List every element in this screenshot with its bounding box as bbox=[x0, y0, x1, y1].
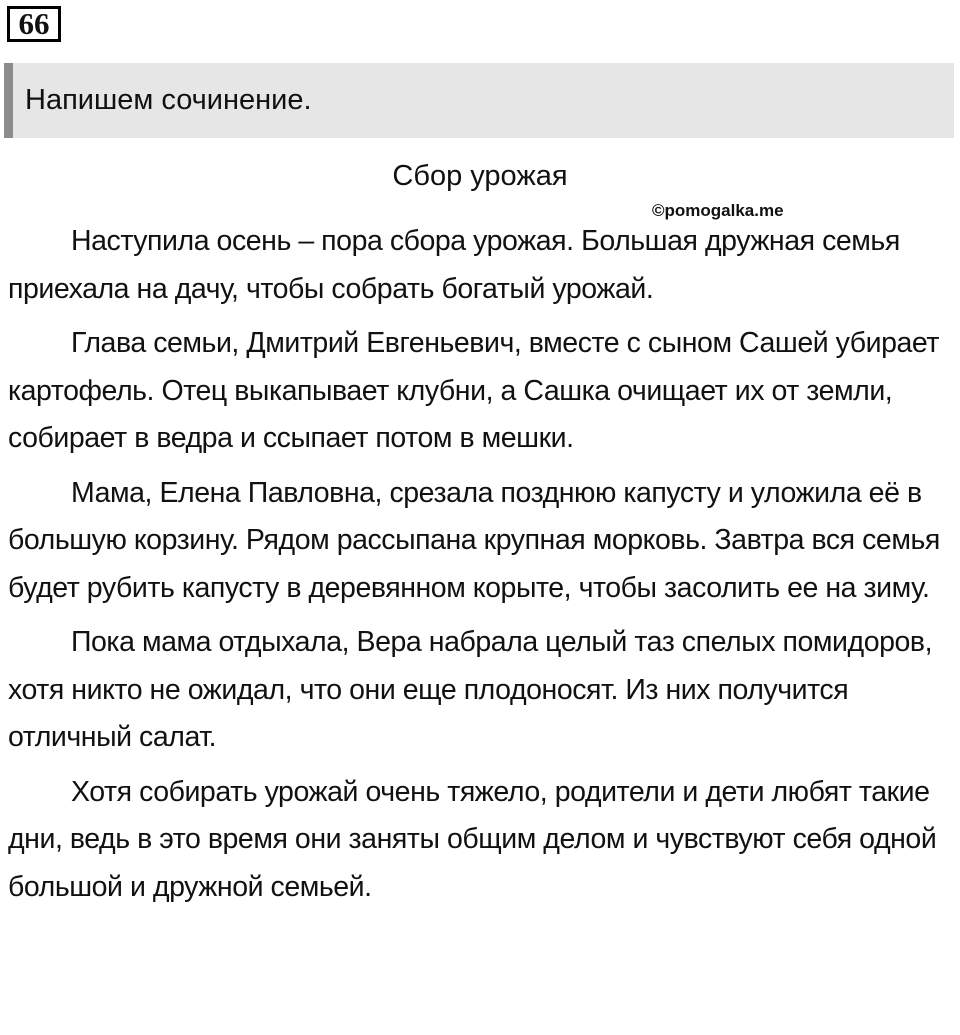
essay-paragraph: Хотя собирать урожай очень тяжело, родители и дети любят такие дни, ведь в это время они заняты общим делом и чувствуют себя одной большой и дружной семьей. bbox=[8, 775, 937, 903]
instruction-text: Напишем сочинение. bbox=[25, 84, 312, 116]
instruction-bar bbox=[4, 63, 954, 138]
task-number-badge: 66 bbox=[7, 6, 61, 42]
essay-paragraph: Наступила осень – пора сбора урожая. Большая дружная семья приехала на дачу, чтобы собрать богатый урожай. bbox=[8, 225, 900, 305]
essay-body bbox=[8, 218, 956, 918]
essay-paragraph: Глава семьи, Дмитрий Евгеньевич, вместе с сыном Сашей убирает картофель. Отец выкапывает клубни, а Сашка очищает их от земли, собирает в ведра и ссыпает потом в мешки. bbox=[8, 327, 939, 454]
essay-paragraph: Мама, Елена Павловна, срезала позднюю капусту и уложила её в большую корзину. Рядом рассыпана крупная морковь. Завтра вся семья будет рубить капусту в деревянном корыте, чтобы засолить ее на зиму. bbox=[8, 476, 940, 604]
watermark: ©pomogalka.me bbox=[652, 201, 784, 220]
essay-paragraph: Пока мама отдыхала, Вера набрала целый таз спелых помидоров, хотя никто не ожидал, что они еще плодоносят. Из них получится отличный салат. bbox=[8, 626, 933, 753]
essay-title: Сбор урожая bbox=[392, 160, 568, 192]
